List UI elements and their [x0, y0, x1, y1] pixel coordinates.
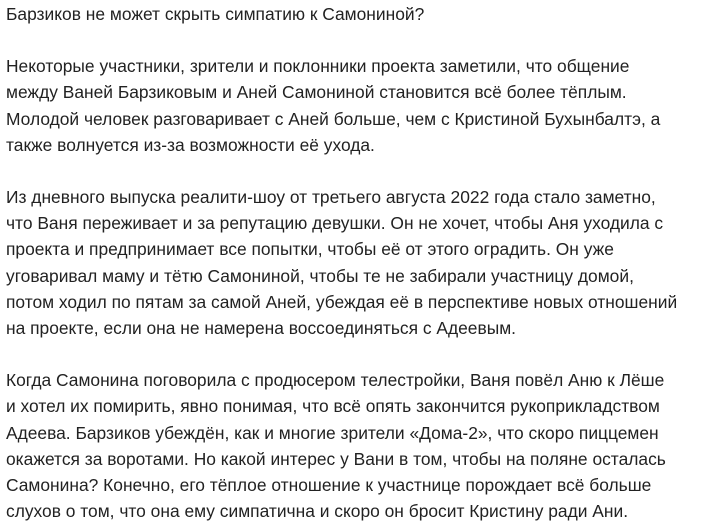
paragraph-line: и хотел их помирить, явно понимая, что всё опять закончится рукоприкладством	[6, 396, 660, 417]
paragraph-line: потом ходил по пятам за самой Аней, убеждая её в перспективе новых отношений	[6, 291, 678, 312]
paragraph-line: Самонина? Конечно, его тёплое отношение к участнице порождает всё больше	[6, 475, 652, 496]
paragraph-line: на проекте, если она не намерена воссоединяться с Адеевым.	[6, 318, 517, 339]
paragraph-line: слухов о том, что она ему симпатична и скоро он бросит Кристину ради Ани.	[6, 501, 629, 522]
paragraph-line: окажется за воротами. Но какой интерес у Вани в том, чтобы на поляне осталась	[6, 448, 666, 469]
paragraph-line: Адеева. Барзиков убеждён, как и многие зрители «Дома-2», что скоро пиццемен	[6, 422, 659, 443]
paragraph-line: также волнуется из-за возможности её ухода.	[6, 134, 375, 155]
paragraph-line: Из дневного выпуска реалити-шоу от третьего августа 2022 года стало заметно,	[6, 187, 656, 208]
article-paragraph-1	[6, 53, 698, 158]
paragraph-line: Когда Самонина поговорила с продюсером телестройки, Ваня повёл Аню к Лёше	[6, 370, 665, 391]
paragraph-line: проекта и предпринимает все попытки, чтобы её от этого оградить. Он уже	[6, 239, 614, 260]
paragraph-line: Некоторые участники, зрители и поклонники проекта заметили, что общение	[6, 56, 630, 77]
article-paragraph-2	[6, 184, 698, 341]
article-paragraph-3	[6, 367, 698, 524]
paragraph-line: между Ваней Барзиковым и Аней Самониной становится всё более тёплым.	[6, 82, 627, 103]
paragraph-line: уговаривал маму и тётю Самониной, чтобы те не забирали участницу домой,	[6, 265, 634, 286]
paragraph-line: Молодой человек разговаривает с Аней больше, чем с Кристиной Бухынбалтэ, а	[6, 108, 661, 129]
article-headline: Барзиков не может скрыть симпатию к Самониной?	[6, 4, 425, 24]
paragraph-line: что Ваня переживает и за репутацию девушки. Он не хочет, чтобы Аня уходила с	[6, 213, 664, 234]
